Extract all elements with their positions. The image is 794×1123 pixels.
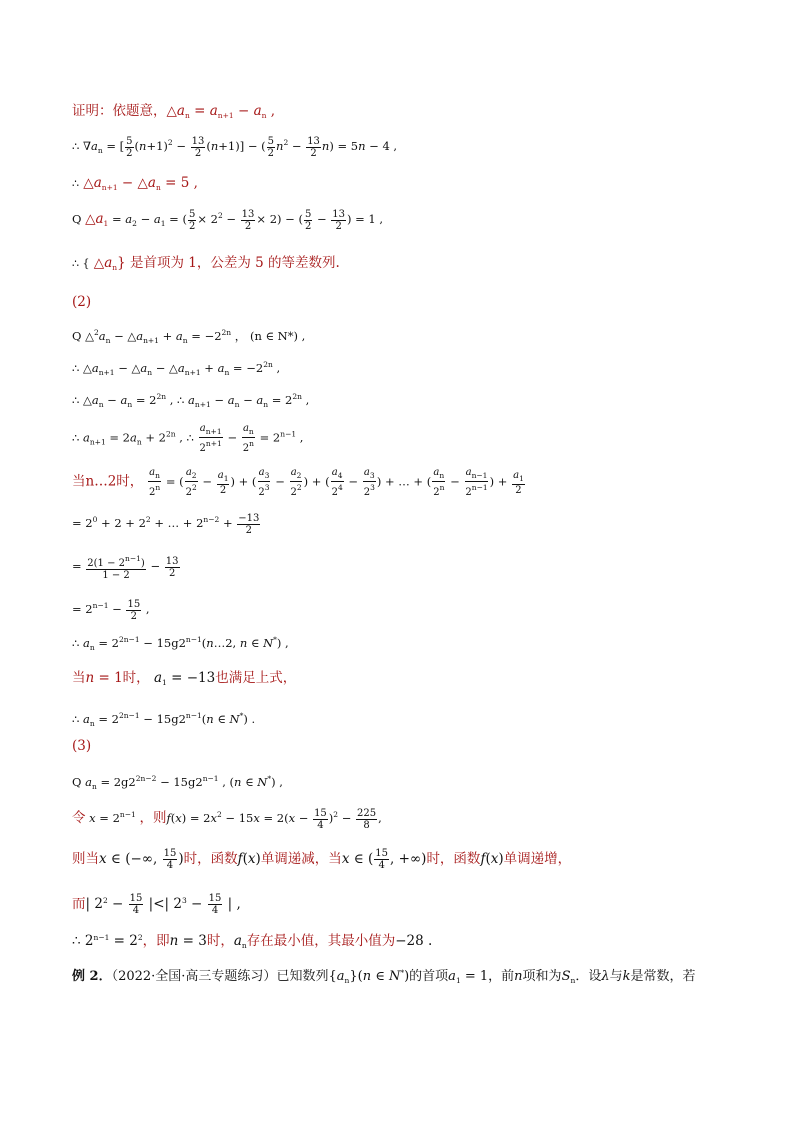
- part3-comparison: 而| $2^2$ − $\frac{15}{4}$ |<| $2^3$ − $\frac{15}{4}$ | ,: [72, 893, 241, 916]
- part2-label: (2): [72, 294, 92, 310]
- proof-intro-line: [72, 101, 275, 126]
- part2-condition: Q $\triangle^2a_n$ − $\triangle a_{n+1} + a_n = -2^{2n}$ ， (n ∈ N*) ,: [72, 328, 306, 345]
- proof-intro-text: 证明：依题意，: [72, 103, 167, 119]
- proof-conclusion: ∴ { $\triangle a_n$} 是首项为 1，公差为 5 的等差数列.: [72, 255, 340, 272]
- part2-step-3: ∴ $a_{n+1} = 2a_n + 2^{2n}$ , ∴ $\frac{a_{n+1}}{2^{n+1}}$ − $\frac{a_n}{2^n}$ = $2^{n-1}$ ,: [72, 423, 304, 454]
- part2-final: ∴ $a_n = 2^{2n-1} - 15g2^{n-1}(n$ ∈ N*) .: [72, 711, 256, 728]
- part3-substitution: 令 $x = 2^{n-1}$ ，则$f(x) = 2x^2 - 15x = 2(x$ − $\frac{15}{4}$ )$^2$ − $\frac{225}{8}$ ,: [72, 807, 382, 831]
- part3-monotonicity: 则当x ∈ (−∞, $\frac{15}{4}$ )时，函数f(x)单调递减，当x ∈ ( $\frac{15}{4}$ , +∞)时，函数f(x)单调递增，: [72, 848, 572, 871]
- proof-line-2: ∴ $\triangle a_{n+1}$ − $\triangle a_n = 5$ ,: [72, 175, 198, 192]
- part2-sum: = $2^0 + 2 + 2^2$ + … + $2^{n-2}$ + $\frac{-13}{2}$: [72, 512, 260, 536]
- part3-conclusion: ∴ $2^{n-1} = 2^2$，即n = 3时，$a_n$存在最小值，其最小值为−28 .: [72, 933, 433, 950]
- part2-step-2: ∴ $\triangle a_n - a_n = 2^{2n}$ , ∴ $a_{n+1} - a_n - a_n = 2^{2n}$ ,: [72, 392, 310, 409]
- part2-telescoping: 当n…2时， $\frac{a_n}{2^n}$ = ( $\frac{a_2}{2^2}$ − $\frac{a_1}{2}$ ) + ( $\frac{a_3}{2^3}$ − $\frac{a_2}{2^2}$ ) + ( $\frac{a_4}{2^4}$ − $\frac{a_3}{2^3}$ ) + … + ( $\frac{a_n}{2^n}$ − $\frac{a_{n-1}}{2^{n-1}}$ ) + $\frac{a_1}{2}$: [72, 467, 524, 498]
- part2-step-1: ∴ $\triangle a_{n+1}$ − $\triangle a_n$ − $\triangle a_{n+1} + a_n = -2^{2n}$ ,: [72, 360, 281, 377]
- part2-geometric: = $\frac{2(1 - 2^{n-1})}{1 - 2}$ − $\frac{13}{2}$: [72, 554, 179, 581]
- part3-label: (3): [72, 738, 92, 754]
- proof-line-3: Q $\triangle a_1 = a_2 - a_1$ = ( $\frac{5}{2}$ × $2^2$ − $\frac{13}{2}$ × 2) − ( $\frac{5}{2}$ − $\frac{13}{2}$ ) = 1 ,: [72, 208, 384, 232]
- part3-an: Q $a_n = 2g2^{2n-2} - 15g2^{n-1}$ , (n ∈ N*) ,: [72, 774, 283, 791]
- proof-line-1: ∴ $\nabla a_n$ = [ $\frac{5}{2}$ $(n+1)^2$ − $\frac{13}{2}$ (n+1)] − ( $\frac{5}{2}$ $n^2$ − $\frac{13}{2}$ n) = 5n − 4 ,: [72, 135, 398, 159]
- part2-case-1: 当n = 1时， $a_1 = -13$也满足上式，: [72, 670, 297, 687]
- delta-an-def: $\triangle a_n = a_{n+1} - a_n$ ,: [166, 103, 276, 120]
- part2-simplified: = $2^{n-1}$ − $\frac{15}{2}$ ,: [72, 598, 150, 622]
- example-2-line: 例 2．（2022·全国·高三专题练习）已知数列$\{a_n\}(n$ ∈ N*)的首项$a_1 = 1$，前n项和为$S_n$．设λ与k是常数，若: [72, 968, 696, 985]
- part2-an-formula: ∴ $a_n = 2^{2n-1}$ − $15g2^{n-1}(n\dots 2$, n ∈ N*) ,: [72, 635, 289, 652]
